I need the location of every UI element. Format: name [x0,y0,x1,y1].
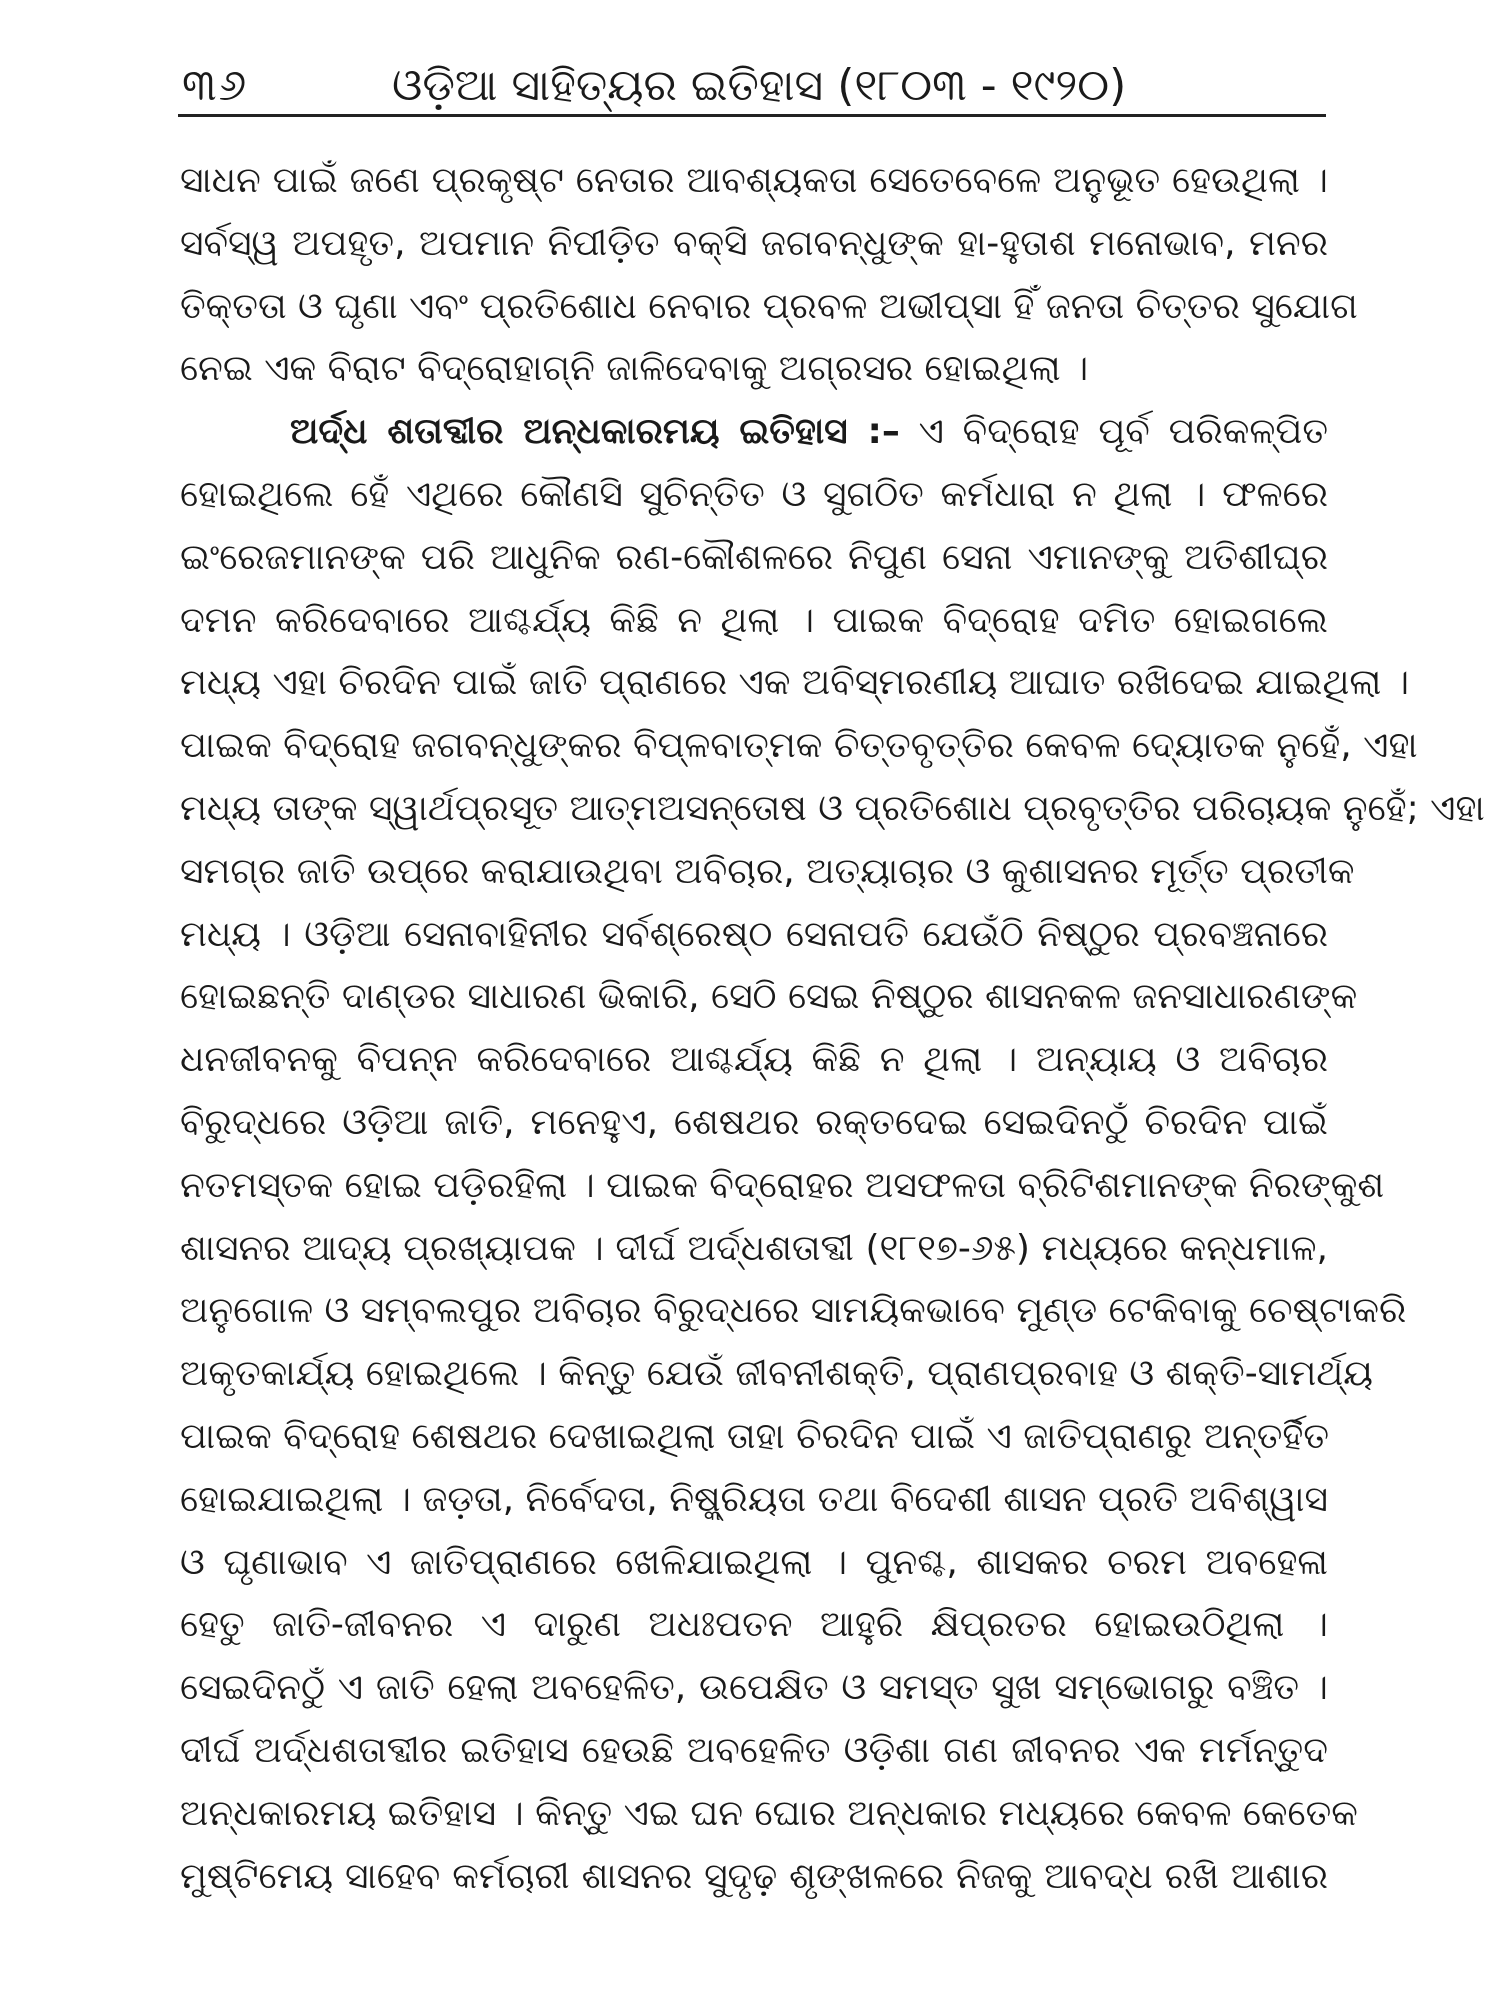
section-first-line-text: ଏ ବିଦ୍ରୋହ ପୂର୍ବ ପରିକଳ୍ପିତ [918,411,1328,453]
text-line: ପାଇକ ବିଦ୍ରୋହ ଶେଷଥର ଦେଖାଇଥିଲା ତାହା ଚିରଦିନ ପାଇଁ ଏ ଜାତିପ୍ରାଣରୁ ଅନ୍ତର୍ହିତ [180,1415,1330,1457]
text-line: ସେଇଦିନଠୁଁ ଏ ଜାତି ହେଲା ଅବହେଳିତ, ଉପେକ୍ଷିତ ଓ ସମସ୍ତ ସୁଖ ସମ୍ଭୋଗରୁ ବଞ୍ଚିତ । [180,1667,1328,1709]
text-line: ଓ ଘୃଣାଭାବ ଏ ଜାତିପ୍ରାଣରେ ଖେଳିଯାଇଥିଲା । ପୁନଶ୍ଚ, ଶାସକର ଚରମ ଅବହେଳା [180,1541,1328,1583]
body-text [180,150,1485,1908]
page-number: ୩୬ [182,60,249,111]
text-line: ତିକ୍ତତା ଓ ଘୃଣା ଏବଂ ପ୍ରତିଶୋଧ ନେବାର ପ୍ରବଳ ଅଭୀପ୍‌ସା ହିଁ ଜନତା ଚିତ୍ତର ସୁଯୋଗ [180,285,1358,327]
text-line: ସାଧନ ପାଇଁ ଜଣେ ପ୍ରକୃଷ୍ଟ ନେତାର ଆବଶ୍ୟକତା ସେତେବେଳେ ଅନୁଭୂତ ହେଉଥିଲା । [180,160,1328,201]
text-line: ଶାସନର ଆଦ୍ୟ ପ୍ରଖ୍ୟାପକ । ଦୀର୍ଘ ଅର୍ଦ୍ଧଶତାବ୍ଦୀ (୧୮୧୭-୬୫) ମଧ୍ୟରେ କନ୍ଧମାଳ, [180,1227,1328,1269]
text-line: ଦୀର୍ଘ ଅର୍ଦ୍ଧଶତାବ୍ଦୀର ଇତିହାସ ହେଉଛି ଅବହେଳିତ ଓଡ଼ିଶା ଗଣ ଜୀବନର ଏକ ମର୍ମନ୍ତୁଦ [180,1729,1328,1771]
text-line: ମଧ୍ୟ ଏହା ଚିରଦିନ ପାଇଁ ଜାତି ପ୍ରାଣରେ ଏକ ଅବିସ୍ମରଣୀୟ ଆଘାତ ରଖିଦେଇ ଯାଇଥିଲା । [180,662,1410,704]
text-line: ହୋଇଥିଲେ ହେଁ ଏଥିରେ କୌଣସି ସୁଚିନ୍ତିତ ଓ ସୁଗଠିତ କର୍ମଧାରା ନ ଥିଲା । ଫଳରେ [180,473,1328,515]
running-title: ଓଡ଼ିଆ ସାହିତ୍ୟର ଇତିହାସ (୧୮୦୩ - ୧୯୨୦) [392,60,1127,111]
text-line: ଅକୃତକାର୍ଯ୍ୟ ହୋଇଥିଲେ । କିନ୍ତୁ ଯେଉଁ ଜୀବନୀଶକ୍ତି, ପ୍ରାଣପ୍ରବାହ ଓ ଶକ୍ତି-ସାମର୍ଥ୍ୟ [180,1353,1373,1395]
text-line: ବିରୁଦ୍ଧରେ ଓଡ଼ିଆ ଜାତି, ମନେହୁଏ, ଶେଷଥର ରକ୍ତଦେଇ ସେଇଦିନଠୁଁ ଚିରଦିନ ପାଇଁ [180,1101,1328,1143]
page-header [180,56,1325,116]
text-line: ସର୍ବସ୍ୱ ଅପହୃତ, ଅପମାନ ନିପୀଡ଼ିତ ବକ୍‌ସି ଜଗବନ୍ଧୁଙ୍କ ହା-ହୁତାଶ ମନୋଭାବ, ମନର [180,222,1328,264]
text-line: ହୋଇଛନ୍ତି ଦାଣ୍ଡର ସାଧାରଣ ଭିକାରି, ସେଠି ସେଇ ନିଷ୍ଠୁର ଶାସନକଳ ଜନସାଧାରଣଙ୍କ [180,976,1358,1018]
section-heading: ଅର୍ଦ୍ଧ ଶତାବ୍ଦୀର ଅନ୍ଧକାରମୟ ଇତିହାସ :– [290,411,900,453]
text-line: ଧନଜୀବନକୁ ବିପନ୍ନ କରିଦେବାରେ ଆଶ୍ଚର୍ଯ୍ୟ କିଛି ନ ଥିଲା । ଅନ୍ୟାୟ ଓ ଅବିଚାର [180,1039,1328,1081]
text-line: ଅନୁଗୋଳ ଓ ସମ୍ବଲପୁର ଅବିଚାର ବିରୁଦ୍ଧରେ ସାମୟିକଭାବେ ମୁଣ୍ଡ ଟେକିବାକୁ ଚେଷ୍ଟାକରି [180,1290,1407,1332]
header-rule [178,114,1326,117]
text-line: ମୁଷ୍ଟିମେୟ ସାହେବ କର୍ମଚାରୀ ଶାସନର ସୁଦୃଢ଼ ଶୃଙ୍ଖଳରେ ନିଜକୁ ଆବଦ୍ଧ ରଖି ଆଶାର [180,1855,1328,1897]
section-first-line [180,401,1328,464]
text-line: ମଧ୍ୟ । ଓଡ଼ିଆ ସେନାବାହିନୀର ସର୍ବଶ୍ରେଷ୍ଠ ସେନାପତି ଯେଉଁଠି ନିଷ୍ଠୁର ପ୍ରବଞ୍ଚନାରେ [180,913,1328,955]
text-line: ହେତୁ ଜାତି-ଜୀବନର ଏ ଦାରୁଣ ଅଧଃପତନ ଆହୁରି କ୍ଷିପ୍ରତର ହୋଇଉଠିଥିଲା । [180,1604,1328,1646]
text-line: ମଧ୍ୟ ତାଙ୍କ ସ୍ୱାର୍ଥପ୍ରସୂତ ଆତ୍ମଅସନ୍ତୋଷ ଓ ପ୍ରତିଶୋଧ ପ୍ରବୃତ୍ତିର ପରିଚାୟକ ନୁହେଁ; ଏହା [180,787,1485,829]
text-line: ସମଗ୍ର ଜାତି ଉପ୍‌ରେ କରାଯାଉଥିବା ଅବିଚାର, ଅତ୍ୟାଚାର ଓ କୁଶାସନର ମୂର୍ତ୍ତ ପ୍ରତୀକ [180,850,1355,892]
text-line: ଦମନ କରିଦେବାରେ ଆଶ୍ଚର୍ଯ୍ୟ କିଛି ନ ଥିଲା । ପାଇକ ବିଦ୍ରୋହ ଦମିତ ହୋଇଗଲେ [180,599,1328,641]
text-line: ପାଇକ ବିଦ୍ରୋହ ଜଗବନ୍ଧୁଙ୍କର ବିପ୍ଳବାତ୍ମକ ଚିତ୍ତବୃତ୍ତିର କେବଳ ଦ୍ୟୋତକ ନୁହେଁ, ଏହା [180,725,1418,767]
text-line: ନତମସ୍ତକ ହୋଇ ପଡ଼ିରହିଲା । ପାଇକ ବିଦ୍ରୋହର ଅସଫଳତା ବ୍ରିଟିଶମାନଙ୍କ ନିରଙ୍କୁଶ [180,1164,1385,1206]
text-line: ନେଇ ଏକ ବିରାଟ ବିଦ୍ରୋହାଗ୍ନି ଜାଳିଦେବାକୁ ଅଗ୍ରସର ହୋଇଥିଲା । [180,348,1089,390]
text-line: ହୋଇଯାଇଥିଲା । ଜଡ଼ତା, ନିର୍ବେଦତା, ନିଷ୍କ୍ରିୟତା ତଥା ବିଦେଶୀ ଶାସନ ପ୍ରତି ଅବିଶ୍ୱାସ [180,1478,1328,1520]
text-line: ଅନ୍ଧକାରମୟ ଇତିହାସ । କିନ୍ତୁ ଏଇ ଘନ ଘୋର ଅନ୍ଧକାର ମଧ୍ୟରେ କେବଳ କେତେକ [180,1792,1358,1834]
text-line: ଇଂରେଜମାନଙ୍କ ପରି ଆଧୁନିକ ରଣ-କୌଶଳରେ ନିପୁଣ ସେନା ଏମାନଙ୍କୁ ଅତିଶୀଘ୍ର [180,536,1328,578]
